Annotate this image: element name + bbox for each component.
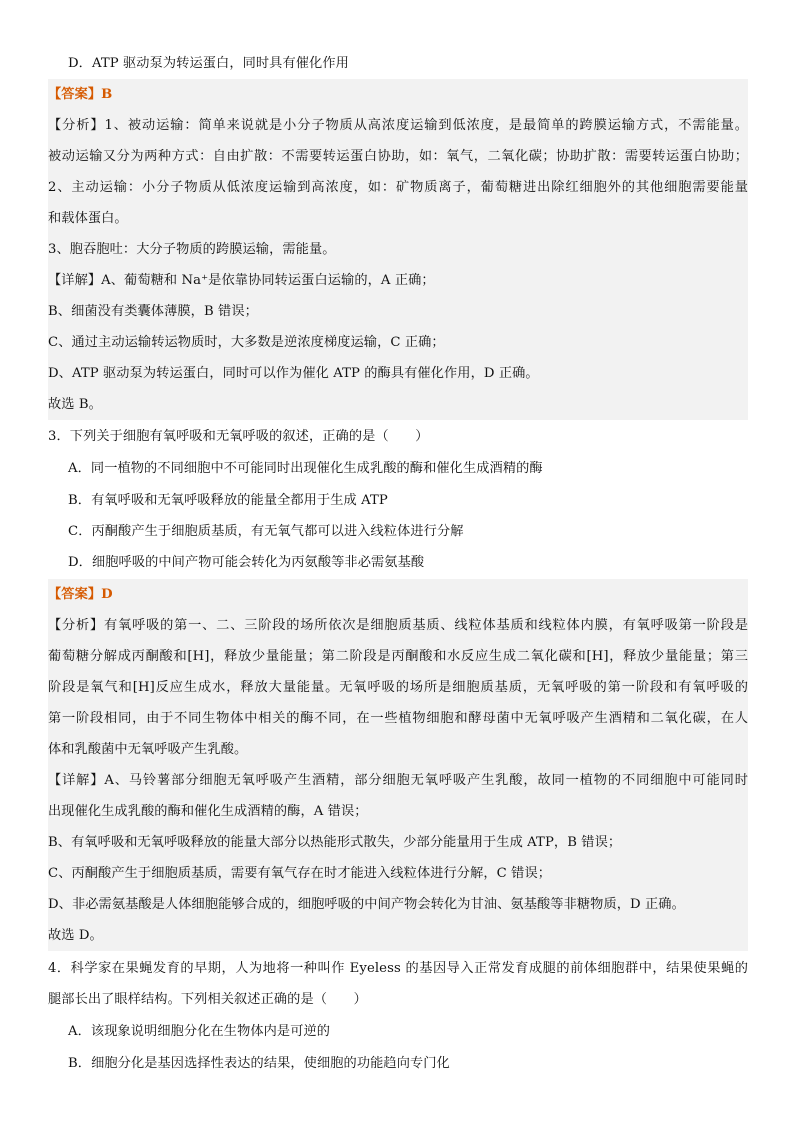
q3-detail-line: C、丙酮酸产生于细胞质基质，需要有氧气存在时才能进入线粒体进行分解，C 错误； [48, 858, 748, 889]
q2-analysis-line: 3、胞吞胞吐：大分子物质的跨膜运输，需能量。 [48, 234, 748, 265]
q2-detail-line: 【详解】A、葡萄糖和 Na⁺是依靠协同转运蛋白运输的，A 正确； [48, 265, 748, 296]
q3-detail-line: D、非必需氨基酸是人体细胞能够合成的，细胞呼吸的中间产物会转化为甘油、氨基酸等非糖物质，D 正确。 [48, 889, 748, 920]
q3-option-b: B．有氧呼吸和无氧呼吸释放的能量全都用于生成 ATP [68, 493, 388, 508]
q2-analysis-line: 被动运输又分为两种方式：自由扩散：不需要转运蛋白协助，如：氧气，二氧化碳；协助扩散：需要转运蛋白协助； [48, 141, 748, 172]
q2-detail-line: B、细菌没有类囊体薄膜，B 错误； [48, 296, 748, 327]
q4-option-b: B．细胞分化是基因选择性表达的结果，使细胞的功能趋向专门化 [68, 1056, 450, 1071]
q3-option-a: A．同一植物的不同细胞中不可能同时出现催化生成乳酸的酶和催化生成酒精的酶 [68, 461, 543, 476]
q3-stem: 3．下列关于细胞有氧呼吸和无氧呼吸的叙述，正确的是（ ） [48, 429, 429, 444]
q3-analysis-line: 第一阶段相同，由于不同生物体中相关的酶不同，在一些植物细胞和酵母菌中无氧呼吸产生酒精和二氧化碳，在人 [48, 703, 748, 734]
answer-value: B [101, 87, 113, 102]
q2-detail-line: C、通过主动运输转运物质时，大多数是逆浓度梯度运输，C 正确； [48, 327, 748, 358]
q3-option-c: C．丙酮酸产生于细胞质基质，有无氧气都可以进入线粒体进行分解 [68, 524, 464, 539]
answer-value: D [101, 587, 113, 602]
answer-tag: 【答案】 [48, 587, 102, 602]
q3-detail-line: B、有氧呼吸和无氧呼吸释放的能量大部分以热能形式散失，少部分能量用于生成 ATP，B 错误； [48, 827, 748, 858]
q3-analysis-line: 阶段是氧气和[H]反应生成水，释放大量能量。无氧呼吸的场所是细胞质基质，无氧呼吸的第一阶段和有氧呼吸的 [48, 672, 748, 703]
q2-analysis-line: 和载体蛋白。 [48, 203, 748, 234]
q3-detail-line: 故选 D。 [48, 920, 748, 951]
answer-tag: 【答案】 [48, 87, 102, 102]
q3-option-d: D．细胞呼吸的中间产物可能会转化为丙氨酸等非必需氨基酸 [68, 555, 425, 570]
q4-option-a: A．该现象说明细胞分化在生物体内是可逆的 [68, 1024, 331, 1039]
q2-analysis-line: 2、主动运输：小分子物质从低浓度运输到高浓度，如：矿物质离子，葡萄糖进出除红细胞外的其他细胞需要能量 [48, 172, 748, 203]
q3-analysis-line: 葡萄糖分解成丙酮酸和[H]，释放少量能量；第二阶段是丙酮酸和水反应生成二氧化碳和[H]，释放少量能量；第三 [48, 641, 748, 672]
q2-analysis-line: 【分析】1、被动运输：简单来说就是小分子物质从高浓度运输到低浓度，是最简单的跨膜运输方式，不需能量。 [48, 110, 748, 141]
q4-stem-line: 腿部长出了眼样结构。下列相关叙述正确的是（ ） [48, 992, 367, 1007]
q2-detail-line: D、ATP 驱动泵为转运蛋白，同时可以作为催化 ATP 的酶具有催化作用，D 正确。 [48, 358, 748, 389]
q3-detail-line: 【详解】A、马铃薯部分细胞无氧呼吸产生酒精，部分细胞无氧呼吸产生乳酸，故同一植物的不同细胞中可能同时 [48, 765, 748, 796]
q4-stem-line: 4．科学家在果蝇发育的早期，人为地将一种叫作 Eyeless 的基因导入正常发育成腿的前体细胞群中，结果使果蝇的 [48, 961, 748, 976]
q2-detail-line: 故选 B。 [48, 389, 748, 420]
q2-option-d: D．ATP 驱动泵为转运蛋白，同时具有催化作用 [68, 56, 349, 71]
q3-answer [48, 579, 748, 610]
q2-answer [48, 79, 748, 110]
q3-detail-line: 出现催化生成乳酸的酶和催化生成酒精的酶，A 错误； [48, 796, 748, 827]
q3-analysis-line: 【分析】有氧呼吸的第一、二、三阶段的场所依次是细胞质基质、线粒体基质和线粒体内膜，有氧呼吸第一阶段是 [48, 610, 748, 641]
q3-analysis-line: 体和乳酸菌中无氧呼吸产生乳酸。 [48, 734, 748, 765]
